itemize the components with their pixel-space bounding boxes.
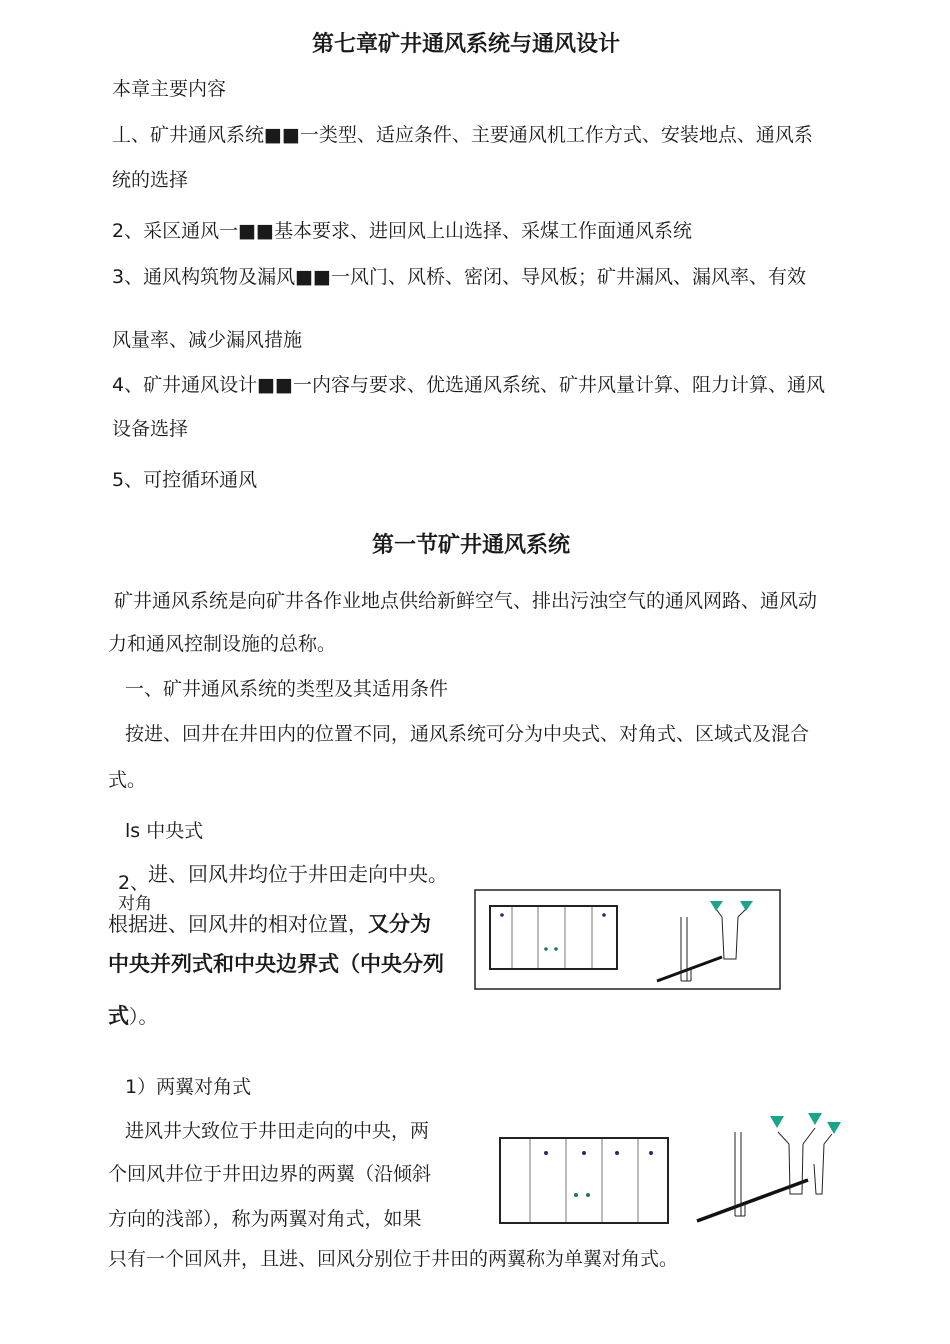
central-type-desc: 进、回风井均位于井田走向中央。 (148, 862, 448, 886)
fan-icon (827, 1122, 841, 1134)
outline-item-1: 丄、矿井通风系统■■一类型、适应条件、主要通风机工作方式、安装地点、通风系 (112, 124, 813, 146)
diagram-dot (574, 1193, 578, 1197)
central-split-text-e: ）。 (129, 1006, 158, 1028)
diagonal-paragraph-1: 进风井大致位于井田走向的中央，两 (125, 1120, 430, 1142)
outline-heading: 本章主要内容 (112, 78, 227, 100)
outline-item-4-cont: 设备选择 (112, 418, 189, 440)
outline-item-3: 3、通风构筑物及漏风■■一风门、风桥、密闭、导风板；矿井漏风、漏风率、有效 (112, 266, 806, 288)
central-overlap-text: 对角 (118, 894, 152, 914)
central-type-label: ls 中央式 (125, 820, 204, 842)
diagram-dot (602, 913, 606, 917)
diagram-dot (615, 1151, 619, 1155)
central-split-text-a: 根据进、回风井的相对位置， (108, 912, 368, 936)
outline-item-1-cont: 统的选择 (112, 169, 189, 191)
sub-heading: 一、矿井通风系统的类型及其适用条件 (125, 678, 449, 700)
outline-item-3-cont: 风量率、减少漏风措施 (112, 329, 303, 351)
intro-paragraph: 矿井通风系统是向矿井各作业地点供给新鲜空气、排出污浊空气的通风网路、通风动 (114, 590, 818, 612)
diagonal-system-diagram (496, 1108, 846, 1226)
central-split-line1 (108, 908, 431, 938)
central-split-text-b: 又分为 (368, 912, 431, 936)
chapter-title: 第七章矿井通风系统与通风设计 (312, 32, 621, 57)
central-split-line3 (108, 1000, 158, 1030)
outline-item-2: 2、采区通风一■■基本要求、进回风上山选择、采煤工作面通风系统 (112, 220, 692, 242)
intro-paragraph-cont: 力和通风控制设施的总称。 (108, 633, 337, 655)
diagram-dot (586, 1193, 590, 1197)
central-system-diagram (474, 889, 782, 991)
diagonal-paragraph-2: 个回风井位于井田边界的两翼（沿倾斜 (108, 1163, 432, 1185)
section-title: 第一节矿井通风系统 (372, 533, 571, 558)
outline-item-4: 4、矿井通风设计■■一内容与要求、优选通风系统、矿井风量计算、阻力计算、通风 (112, 374, 825, 396)
diagram-dot (582, 1151, 586, 1155)
fan-icon (740, 901, 753, 911)
diagonal-paragraph-3: 方向的浅部），称为两翼对角式，如果 (108, 1208, 422, 1230)
central-type-number: 2、 (118, 872, 150, 894)
outline-item-5: 5、可控循环通风 (112, 469, 258, 491)
central-split-line2: 中央并列式和中央边界式（中央分列 (108, 952, 444, 976)
types-paragraph-cont: 式。 (108, 769, 147, 791)
diagram-dot (544, 1151, 548, 1155)
central-split-text-d: 式 (108, 1004, 129, 1028)
types-paragraph: 按进、回井在井田内的位置不同，通风系统可分为中央式、对角式、区域式及混合 (125, 723, 810, 745)
diagram-dot (554, 947, 558, 951)
fan-icon (808, 1113, 822, 1125)
fan-icon (770, 1116, 784, 1128)
diagram-dot (500, 913, 504, 917)
diagonal-paragraph-4: 只有一个回风井，且进、回风分别位于井田的两翼称为单翼对角式。 (108, 1248, 679, 1270)
diagram-dot (544, 947, 548, 951)
diagonal-heading: 1）两翼对角式 (125, 1076, 252, 1098)
fan-icon (710, 901, 723, 911)
diagram-dot (649, 1151, 653, 1155)
